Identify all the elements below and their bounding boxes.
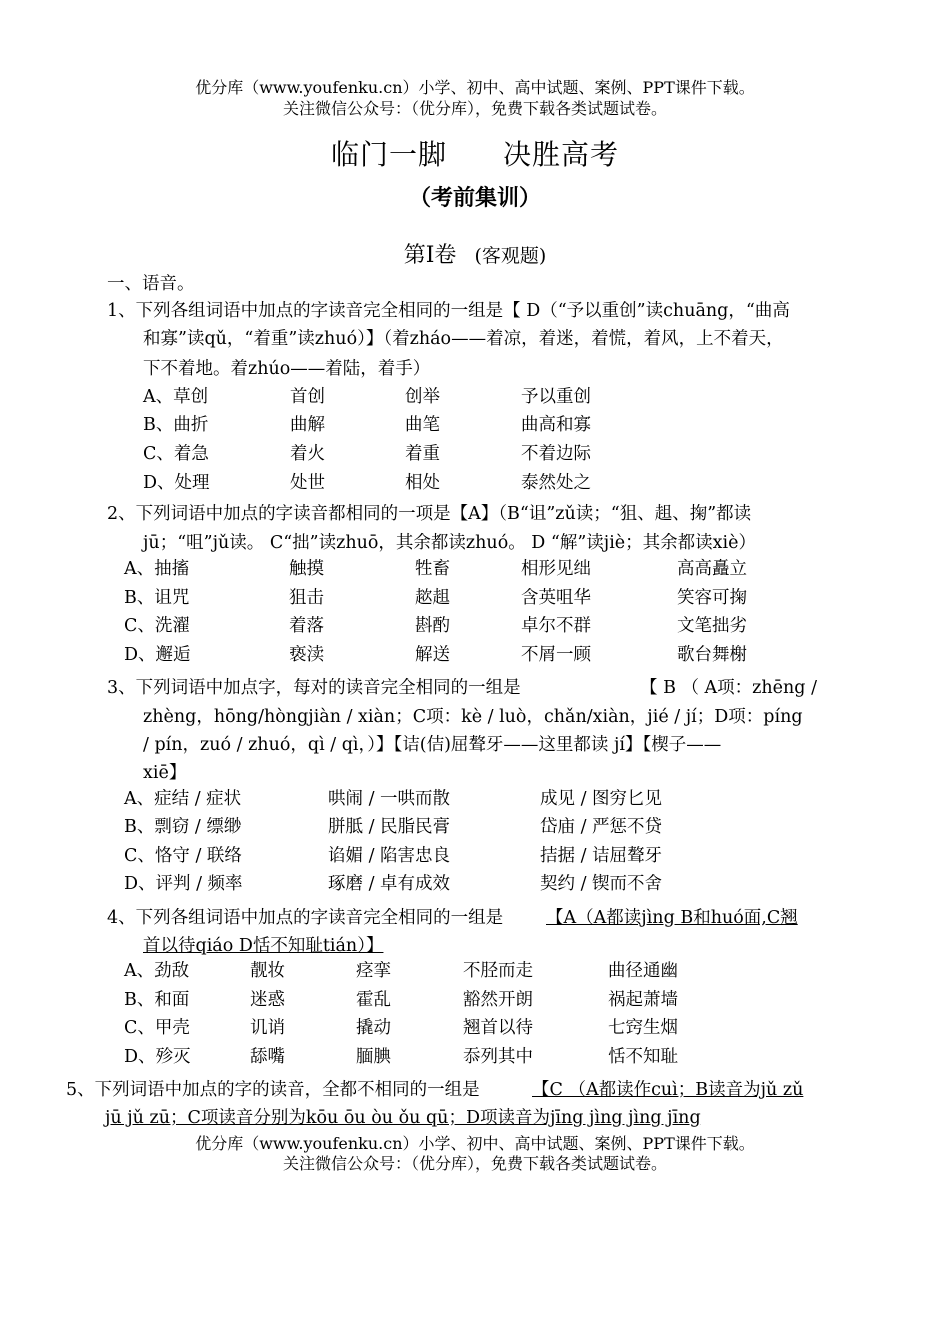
q4-option-a [124,957,844,983]
option-word: 曲高和寡 [521,415,591,435]
option-word: C、甲壳 [124,1018,190,1038]
option-word: D、殄灭 [124,1047,191,1067]
q3-option-d [124,870,844,896]
option-word: 不着边际 [521,444,591,464]
option-word: 曲笔 [405,415,440,435]
q4-line-2: 首以待qiáo D恬不知耻tián）】 [143,936,384,956]
q1-line-2: 和寡”读qǔ，“着重”读zhuó）】（着zháo——着凉，着迷，着慌，着风，上不着天， [143,329,784,349]
option-word: B、诅咒 [124,588,190,608]
option-word: 高高矗立 [677,559,747,579]
option-word: 予以重创 [521,387,591,407]
option-word: D、评判 / 频率 [124,874,243,894]
option-word: 迷惑 [250,990,285,1010]
q1-option-c [143,440,843,466]
q3-line-2: zhèng，hōng/hòngjiàn / xiàn；C项：kè / luò，chǎn/xiàn，jié / jí；D项：píng [143,707,803,727]
volume-main: 第Ⅰ卷 [403,243,457,268]
option-word: 讥诮 [250,1018,285,1038]
option-word: 七窍生烟 [608,1018,678,1038]
page-title [0,133,950,173]
option-word: 翘首以待 [463,1018,533,1038]
option-word: 琢磨 / 卓有成效 [328,874,451,894]
q2-option-a [124,555,844,581]
option-word: A、劲敌 [124,961,190,981]
option-word: B、和面 [124,990,190,1010]
option-word: 霍乱 [356,990,391,1010]
option-word: 胼胝 / 民脂民膏 [328,817,451,837]
option-word: 契约 / 锲而不舍 [540,874,663,894]
option-word: 触摸 [289,559,324,579]
header-line-2: 关注微信公众号：（优分库），免费下载各类试题试卷。 [282,99,667,118]
q2-option-b [124,584,844,610]
option-word: C、洗濯 [124,616,190,636]
option-word: 趑趄 [415,588,450,608]
subtitle: （考前集训） [408,185,541,211]
q5-line-1: 5、下列词语中加点的字的读音，全都不相同的一组是 [66,1080,480,1100]
footer-line-2: 关注微信公众号：（优分库），免费下载各类试题试卷。 [282,1154,667,1173]
q2-option-d [124,641,844,667]
title-right: 决胜高考 [503,138,620,171]
option-word: B、剽窃 / 缥缈 [124,817,242,837]
q1-option-d [143,469,843,495]
q2-line-1: 2、下列词语中加点的字读音都相同的一项是【A】（B“诅”zǔ读；“狙、趄、掬”都读 [107,504,752,524]
q3-line-4: xiē】 [143,763,187,783]
option-word: D、邂逅 [124,645,191,665]
q4-line-1: 4、下列各组词语中加点的字读音完全相同的一组是 [107,908,504,928]
option-word: 笑容可掬 [677,588,747,608]
q4-option-b [124,986,844,1012]
q3-line-1: 3、下列词语中加点字，每对的读音完全相同的一组是 [107,678,521,698]
q1-line-3: 下不着地。着zhúo——着陆，着手） [143,359,431,379]
option-word: B、曲折 [143,415,209,435]
option-word: 曲解 [290,415,325,435]
option-word: 舔嘴 [250,1047,285,1067]
q2-option-c [124,612,844,638]
option-word: 斟酌 [415,616,450,636]
option-word: 相处 [405,473,440,493]
option-word: 忝列其中 [463,1047,533,1067]
option-word: 相形见绌 [521,559,591,579]
option-word: 不胫而走 [463,961,533,981]
option-word: 拮据 / 诘屈聱牙 [540,846,663,866]
q3-option-a [124,785,844,811]
option-word: 靓妆 [250,961,285,981]
option-word: 谄媚 / 陷害忠良 [328,846,451,866]
option-word: 着重 [405,444,440,464]
option-word: 牲畜 [415,559,450,579]
option-word: C、着急 [143,444,209,464]
title-left: 临门一脚 [330,138,447,171]
option-word: 不屑一顾 [521,645,591,665]
q4-line-1-answer: 【A（A都读jìng B和huó面,C翘 [546,908,798,928]
volume-note: (客观题) [474,245,547,267]
option-word: 豁然开朗 [463,990,533,1010]
option-word: 处世 [290,473,325,493]
section-heading: 一、语音。 [107,274,195,294]
option-word: 亵渎 [289,645,324,665]
option-word: A、草创 [143,387,209,407]
option-word: 腼腆 [356,1047,391,1067]
option-word: 歌台舞榭 [677,645,747,665]
q1-line-1: 1、下列各组词语中加点的字读音完全相同的一组是【 D（“予以重创”读chuāng，“曲高 [107,301,790,321]
option-word: 着火 [290,444,325,464]
q4-option-c [124,1014,844,1040]
q5-line-1-answer: 【C （A都读作cuì；B读音为jǔ zǔ [532,1080,804,1100]
footer-line-1: 优分库（www.youfenku.cn）小学、初中、高中试题、案例、PPT课件下载。 [195,1134,755,1153]
q1-option-b [143,411,843,437]
option-word: 创举 [405,387,440,407]
option-word: 恬不知耻 [608,1047,678,1067]
option-word: D、处理 [143,473,210,493]
q3-line-3: / pín，zuó / zhuó，qì / qì，）】【诘(佶)屈聱牙——这里都读 jí】【楔子—— [143,735,722,755]
option-word: 撬动 [356,1018,391,1038]
option-word: 哄闹 / 一哄而散 [328,789,451,809]
header-line-1: 优分库（www.youfenku.cn）小学、初中、高中试题、案例、PPT课件下载。 [195,78,755,97]
option-word: 岱庙 / 严惩不贷 [540,817,663,837]
option-word: 着落 [289,616,324,636]
option-word: 泰然处之 [521,473,591,493]
q2-line-2: jū；“咀”jǔ读。 C“拙”读zhuō，其余都读zhuó。 D “解”读jiè；其余都读xiè） [143,533,756,553]
option-word: A、抽搐 [124,559,190,579]
option-word: 曲径通幽 [608,961,678,981]
q5-line-2: jū jǔ zū；C项读音分别为kōu ōu òu ǒu qū；D项读音为jīng jìng jìng jīng [105,1108,701,1128]
option-word: C、恪守 / 联络 [124,846,242,866]
option-word: A、症结 / 症状 [124,789,242,809]
option-word: 祸起萧墙 [608,990,678,1010]
option-word: 首创 [290,387,325,407]
option-word: 解送 [415,645,450,665]
q3-option-b [124,813,844,839]
volume-heading [0,238,950,269]
option-word: 含英咀华 [521,588,591,608]
q1-option-a [143,383,843,409]
option-word: 成见 / 图穷匕见 [540,789,663,809]
q3-option-c [124,842,844,868]
option-word: 卓尔不群 [521,616,591,636]
option-word: 痉挛 [356,961,391,981]
option-word: 狙击 [289,588,324,608]
option-word: 文笔拙劣 [677,616,747,636]
q4-option-d [124,1043,844,1069]
q3-line-1-answer: 【 B （ A项：zhēng / [640,678,817,698]
